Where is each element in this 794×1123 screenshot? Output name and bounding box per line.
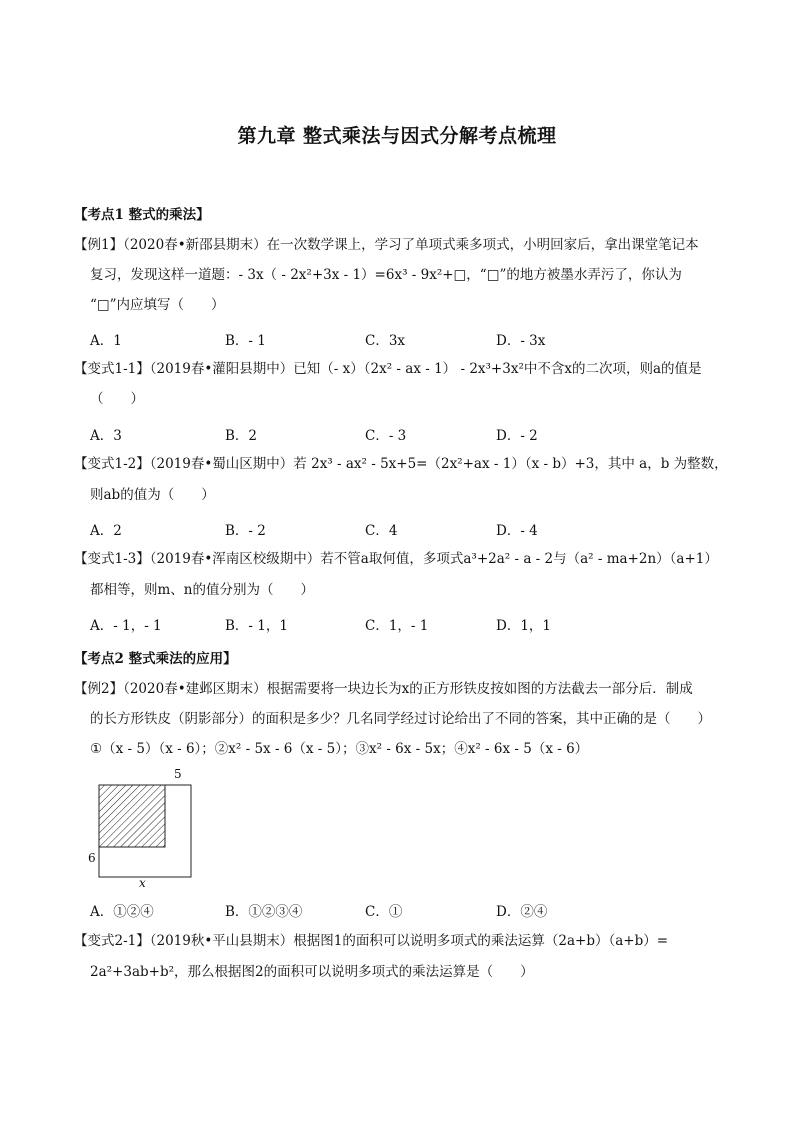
variant-1-3-options — [90, 614, 710, 632]
option-b[interactable]: B．- 1，1 — [225, 618, 288, 634]
variant-1-2-text: 【变式1-2】（2019春•蜀山区期中）若 2x³ - ax² - 5x+5=（2x²+ax - 1）（x - b）+3，其中 a，b 为整数， — [74, 456, 728, 472]
option-a[interactable]: A．- 1，- 1 — [90, 618, 162, 634]
variant-1-1-options — [90, 424, 710, 442]
option-d[interactable]: D．- 2 — [496, 428, 538, 444]
variant-1-1-text: （ ） — [90, 391, 144, 407]
option-c[interactable]: C．① — [365, 904, 403, 920]
variant-1-1-text: 【变式1-1】（2019春•灌阳县期中）已知（- x）（2x² - ax - 1） - 2x³+3x²中不含x的二次项，则a的值是 — [74, 361, 702, 377]
variant-1-3-text: 【变式1-3】（2019春•浑南区校级期中）若不管a取何值，多项式a³+2a² - a - 2与（a² - ma+2n）（a+1） — [74, 551, 718, 567]
option-b[interactable]: B．- 2 — [225, 523, 266, 539]
figure-label-top: 5 — [174, 767, 182, 781]
option-a[interactable]: A．①②④ — [90, 904, 154, 920]
option-b[interactable]: B．①②③④ — [225, 904, 303, 920]
example-2-options — [90, 900, 710, 918]
option-c[interactable]: C．1，- 1 — [365, 618, 429, 634]
variant-1-3-text: 都相等，则m、n的值分别为（ ） — [90, 582, 314, 598]
section-heading-1: 【考点1 整式的乘法】 — [74, 207, 210, 223]
variant-1-2-text: 则ab的值为（ ） — [90, 487, 215, 503]
option-a[interactable]: A．1 — [90, 333, 122, 349]
figure-label-bottom: x — [139, 876, 146, 890]
example-1-text: 【例1】（2020春•新邵县期末）在一次数学课上，学习了单项式乘多项式，小明回家后，拿出课堂笔记本 — [74, 237, 699, 253]
example-2-choices: ①（x - 5）（x - 6）；②x² - 5x - 6（x - 5）；③x² - 6x - 5x；④x² - 6x - 5（x - 6） — [90, 741, 589, 757]
example-1-text: 复习，发现这样一道题：- 3x（ - 2x²+3x - 1）=6x³ - 9x²+□，“□”的地方被墨水弄污了，你认为 — [90, 267, 682, 283]
shaded-rectangle — [99, 785, 165, 847]
example-2-text: 【例2】（2020春•建邺区期末）根据需要将一块边长为x的正方形铁皮按如图的方法截去一部分后．制成 — [74, 681, 693, 697]
option-b[interactable]: B．- 1 — [225, 333, 266, 349]
option-c[interactable]: C．- 3 — [365, 428, 407, 444]
page-title: 第九章 整式乘法与因式分解考点梳理 — [237, 125, 557, 147]
example-2-text: 的长方形铁皮（阴影部分）的面积是多少？几名同学经过讨论给出了不同的答案，其中正确的是（ ） — [90, 711, 711, 727]
section-heading-2: 【考点2 整式乘法的应用】 — [74, 651, 237, 667]
option-c[interactable]: C．4 — [365, 523, 398, 539]
example-1-options — [90, 329, 710, 347]
option-c[interactable]: C．3x — [365, 333, 406, 349]
option-b[interactable]: B．2 — [225, 428, 258, 444]
variant-1-2-options — [90, 519, 710, 537]
figure-diagram — [86, 768, 206, 892]
square-cut-figure — [86, 768, 206, 892]
option-d[interactable]: D．- 4 — [496, 523, 538, 539]
figure-label-left: 6 — [88, 851, 96, 865]
example-1-text: “□”内应填写（ ） — [90, 297, 225, 313]
variant-2-1-text: 2a²+3ab+b²，那么根据图2的面积可以说明多项式的乘法运算是（ ） — [90, 964, 534, 980]
option-d[interactable]: D．- 3x — [496, 333, 546, 349]
option-d[interactable]: D．1，1 — [496, 618, 552, 634]
variant-2-1-text: 【变式2-1】（2019秋•平山县期末）根据图1的面积可以说明多项式的乘法运算（2a+b）（a+b）= — [74, 933, 669, 949]
option-d[interactable]: D．②④ — [496, 904, 548, 920]
option-a[interactable]: A．2 — [90, 523, 122, 539]
option-a[interactable]: A．3 — [90, 428, 122, 444]
